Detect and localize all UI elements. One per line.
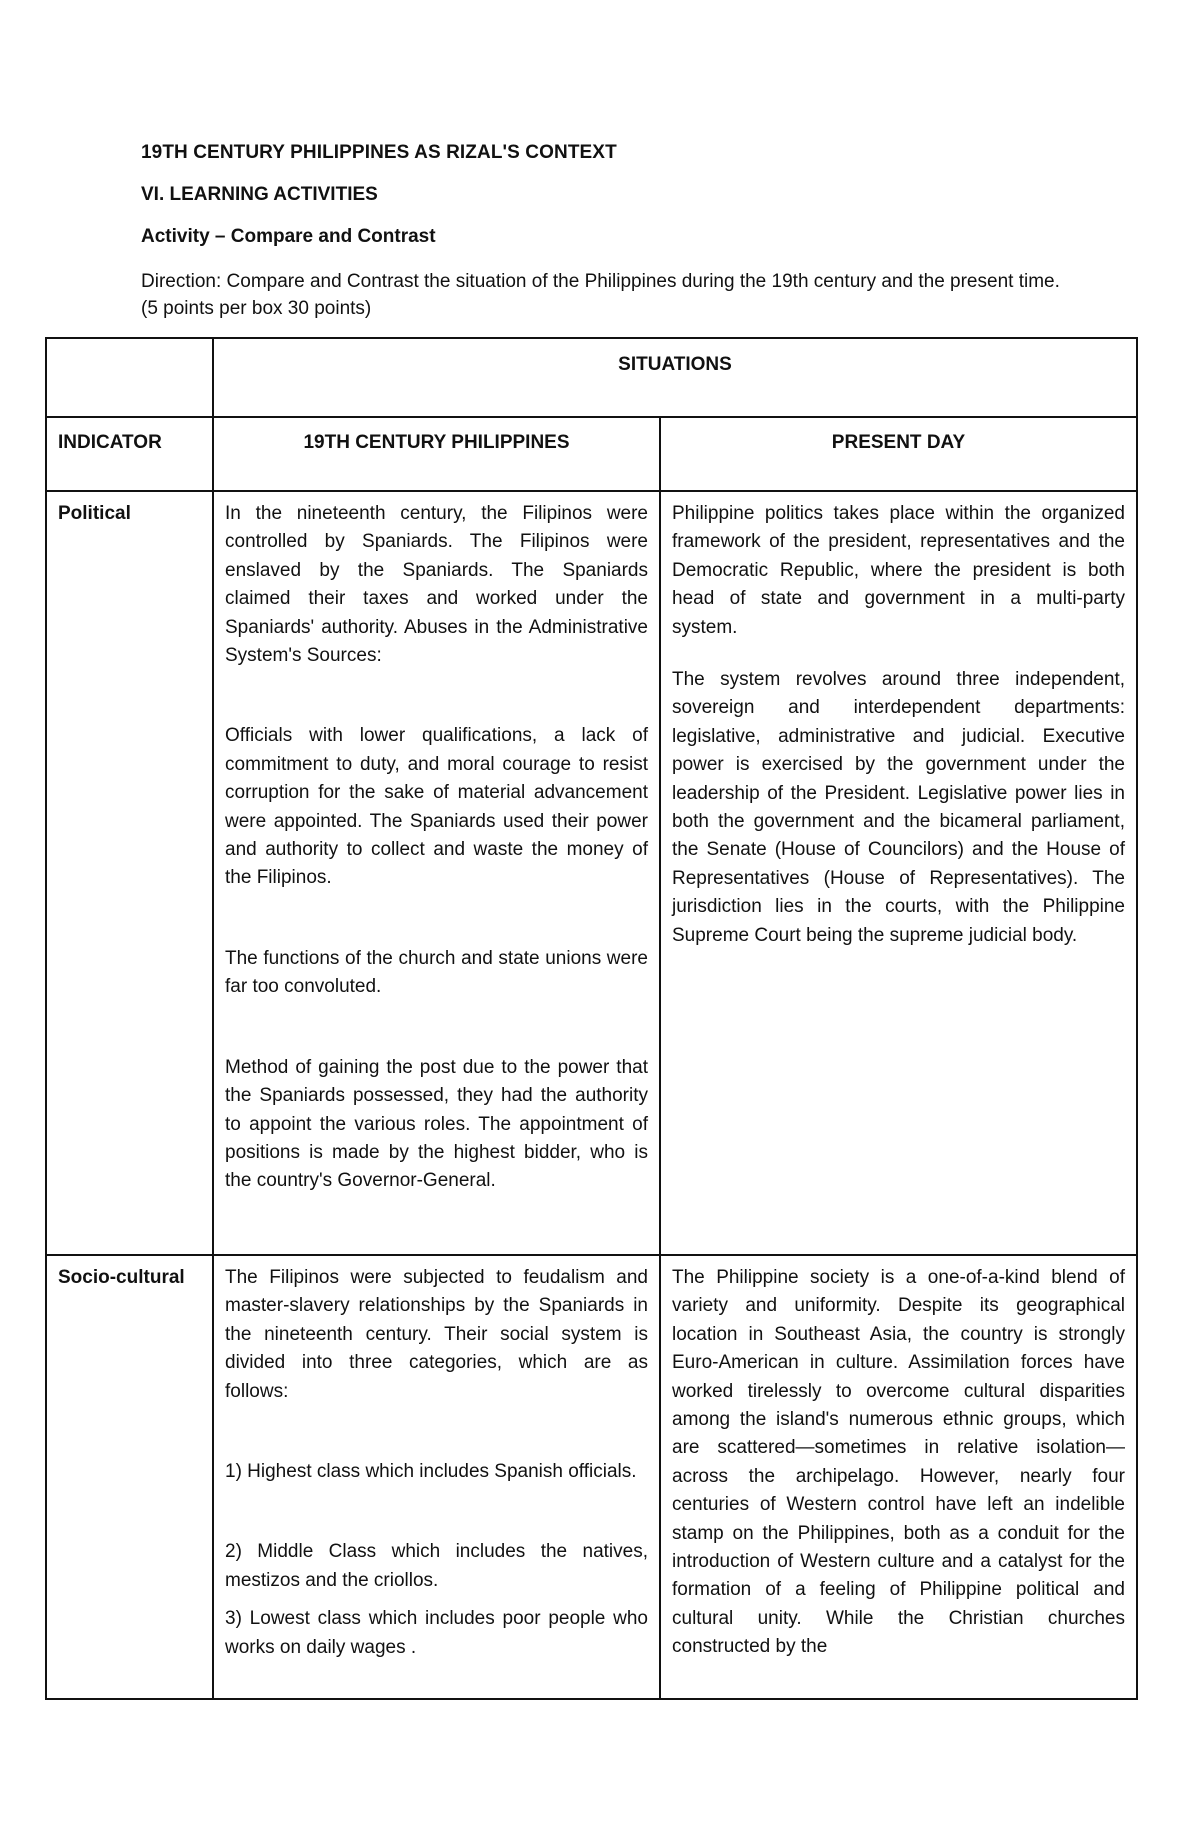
- socio-19th-paragraph: The Filipinos were subjected to feudalism and master-slavery relationships by the Spaniards in the nineteenth century. Their social system is divided into three categories, which are as follows:: [225, 1267, 648, 1402]
- column-header-row: [46, 417, 1137, 491]
- present-cell-socio-cultural: [660, 1255, 1137, 1699]
- present-header-cell: [660, 417, 1137, 491]
- socio-19th-paragraph: 2) Middle Class which includes the natives, mestizos and the criollos.: [225, 1541, 648, 1591]
- indicator-label-political: Political: [58, 503, 131, 524]
- present-cell-political: [660, 491, 1137, 1255]
- situations-label: SITUATIONS: [618, 354, 732, 375]
- compare-contrast-table: [45, 337, 1138, 1700]
- century-cell-political: [213, 491, 660, 1255]
- present-day-header: PRESENT DAY: [831, 432, 966, 453]
- century-header-cell: [213, 417, 660, 491]
- socio-present-paragraph: The Philippine society is a one-of-a-kind blend of variety and uniformity. Despite its geographical location in Southeast Asia, the country is strongly Euro-American in culture. Assimilation forces have worked tirelessly to overcome cultural disparities among the island's numerous ethnic groups, which are scattered—sometimes in relative isolation—across the archipelago. However, nearly four centuries of Western control have left an indelible stamp on the Philippines, both as a conduit for the introduction of Western culture and a catalyst for the formation of a feeling of Philippine political and cultural unity. While the Christian churches constructed by the: [672, 1267, 1125, 1658]
- socio-19th-paragraph: 3) Lowest class which includes poor people who works on daily wages .: [225, 1608, 648, 1658]
- political-19th-paragraph: Officials with lower qualifications, a lack of commitment to duty, and moral courage to resist corruption for the sake of material advancement were appointed. The Spaniards used their power and authority to collect and waste the money of the Filipinos.: [225, 725, 648, 889]
- document-title: 19TH CENTURY PHILIPPINES AS RIZAL'S CONTEXT: [141, 142, 617, 163]
- political-19th-paragraph: The functions of the church and state unions were far too convoluted.: [225, 947, 648, 998]
- table-row-socio-cultural: [46, 1255, 1137, 1699]
- situations-row: [46, 338, 1137, 417]
- indicator-cell: [46, 1255, 213, 1699]
- direction-text: Direction: Compare and Contrast the situation of the Philippines during the 19th century and the present time. (5 points per box 30 points): [141, 271, 1060, 319]
- indicator-header: INDICATOR: [58, 432, 162, 453]
- activity-title: Activity – Compare and Contrast: [141, 226, 436, 247]
- political-present-paragraph: Philippine politics takes place within the organized framework of the president, representatives and the Democratic Republic, where the president is both head of state and government in a multi-party system.: [672, 503, 1125, 638]
- table-row-political: [46, 491, 1137, 1255]
- indicator-cell: [46, 491, 213, 1255]
- socio-19th-paragraph: 1) Highest class which includes Spanish officials.: [225, 1461, 637, 1483]
- blank-corner-cell: [46, 338, 213, 417]
- century-header: 19TH CENTURY PHILIPPINES: [303, 432, 570, 453]
- political-19th-paragraph: Method of gaining the post due to the power that the Spaniards possessed, they had the authority to appoint the various roles. The appointment of positions is made by the highest bidder, who is the country's Governor-General.: [225, 1056, 648, 1192]
- indicator-header-cell: [46, 417, 213, 491]
- political-19th-paragraph: In the nineteenth century, the Filipinos were controlled by Spaniards. The Filipinos were enslaved by the Spaniards. The Spaniards claimed their taxes and worked under the Spaniards' authority. Abuses in the Administrative System's Sources:: [225, 503, 648, 667]
- indicator-label-socio-cultural: Socio-cultural: [58, 1267, 185, 1288]
- political-present-paragraph: The system revolves around three independent, sovereign and interdependent departments: legislative, administrative and judicial. Executive power is exercised by the government under the leadership of the President. Legislative power lies in both the government and the bicameral parliament, the Senate (House of Councilors) and the House of Representatives (House of Representatives). The jurisdiction lies in the courts, with the Philippine Supreme Court being the supreme judicial body.: [672, 669, 1125, 946]
- situations-header-cell: [213, 338, 1137, 417]
- century-cell-socio-cultural: [213, 1255, 660, 1699]
- section-title: VI. LEARNING ACTIVITIES: [141, 184, 378, 205]
